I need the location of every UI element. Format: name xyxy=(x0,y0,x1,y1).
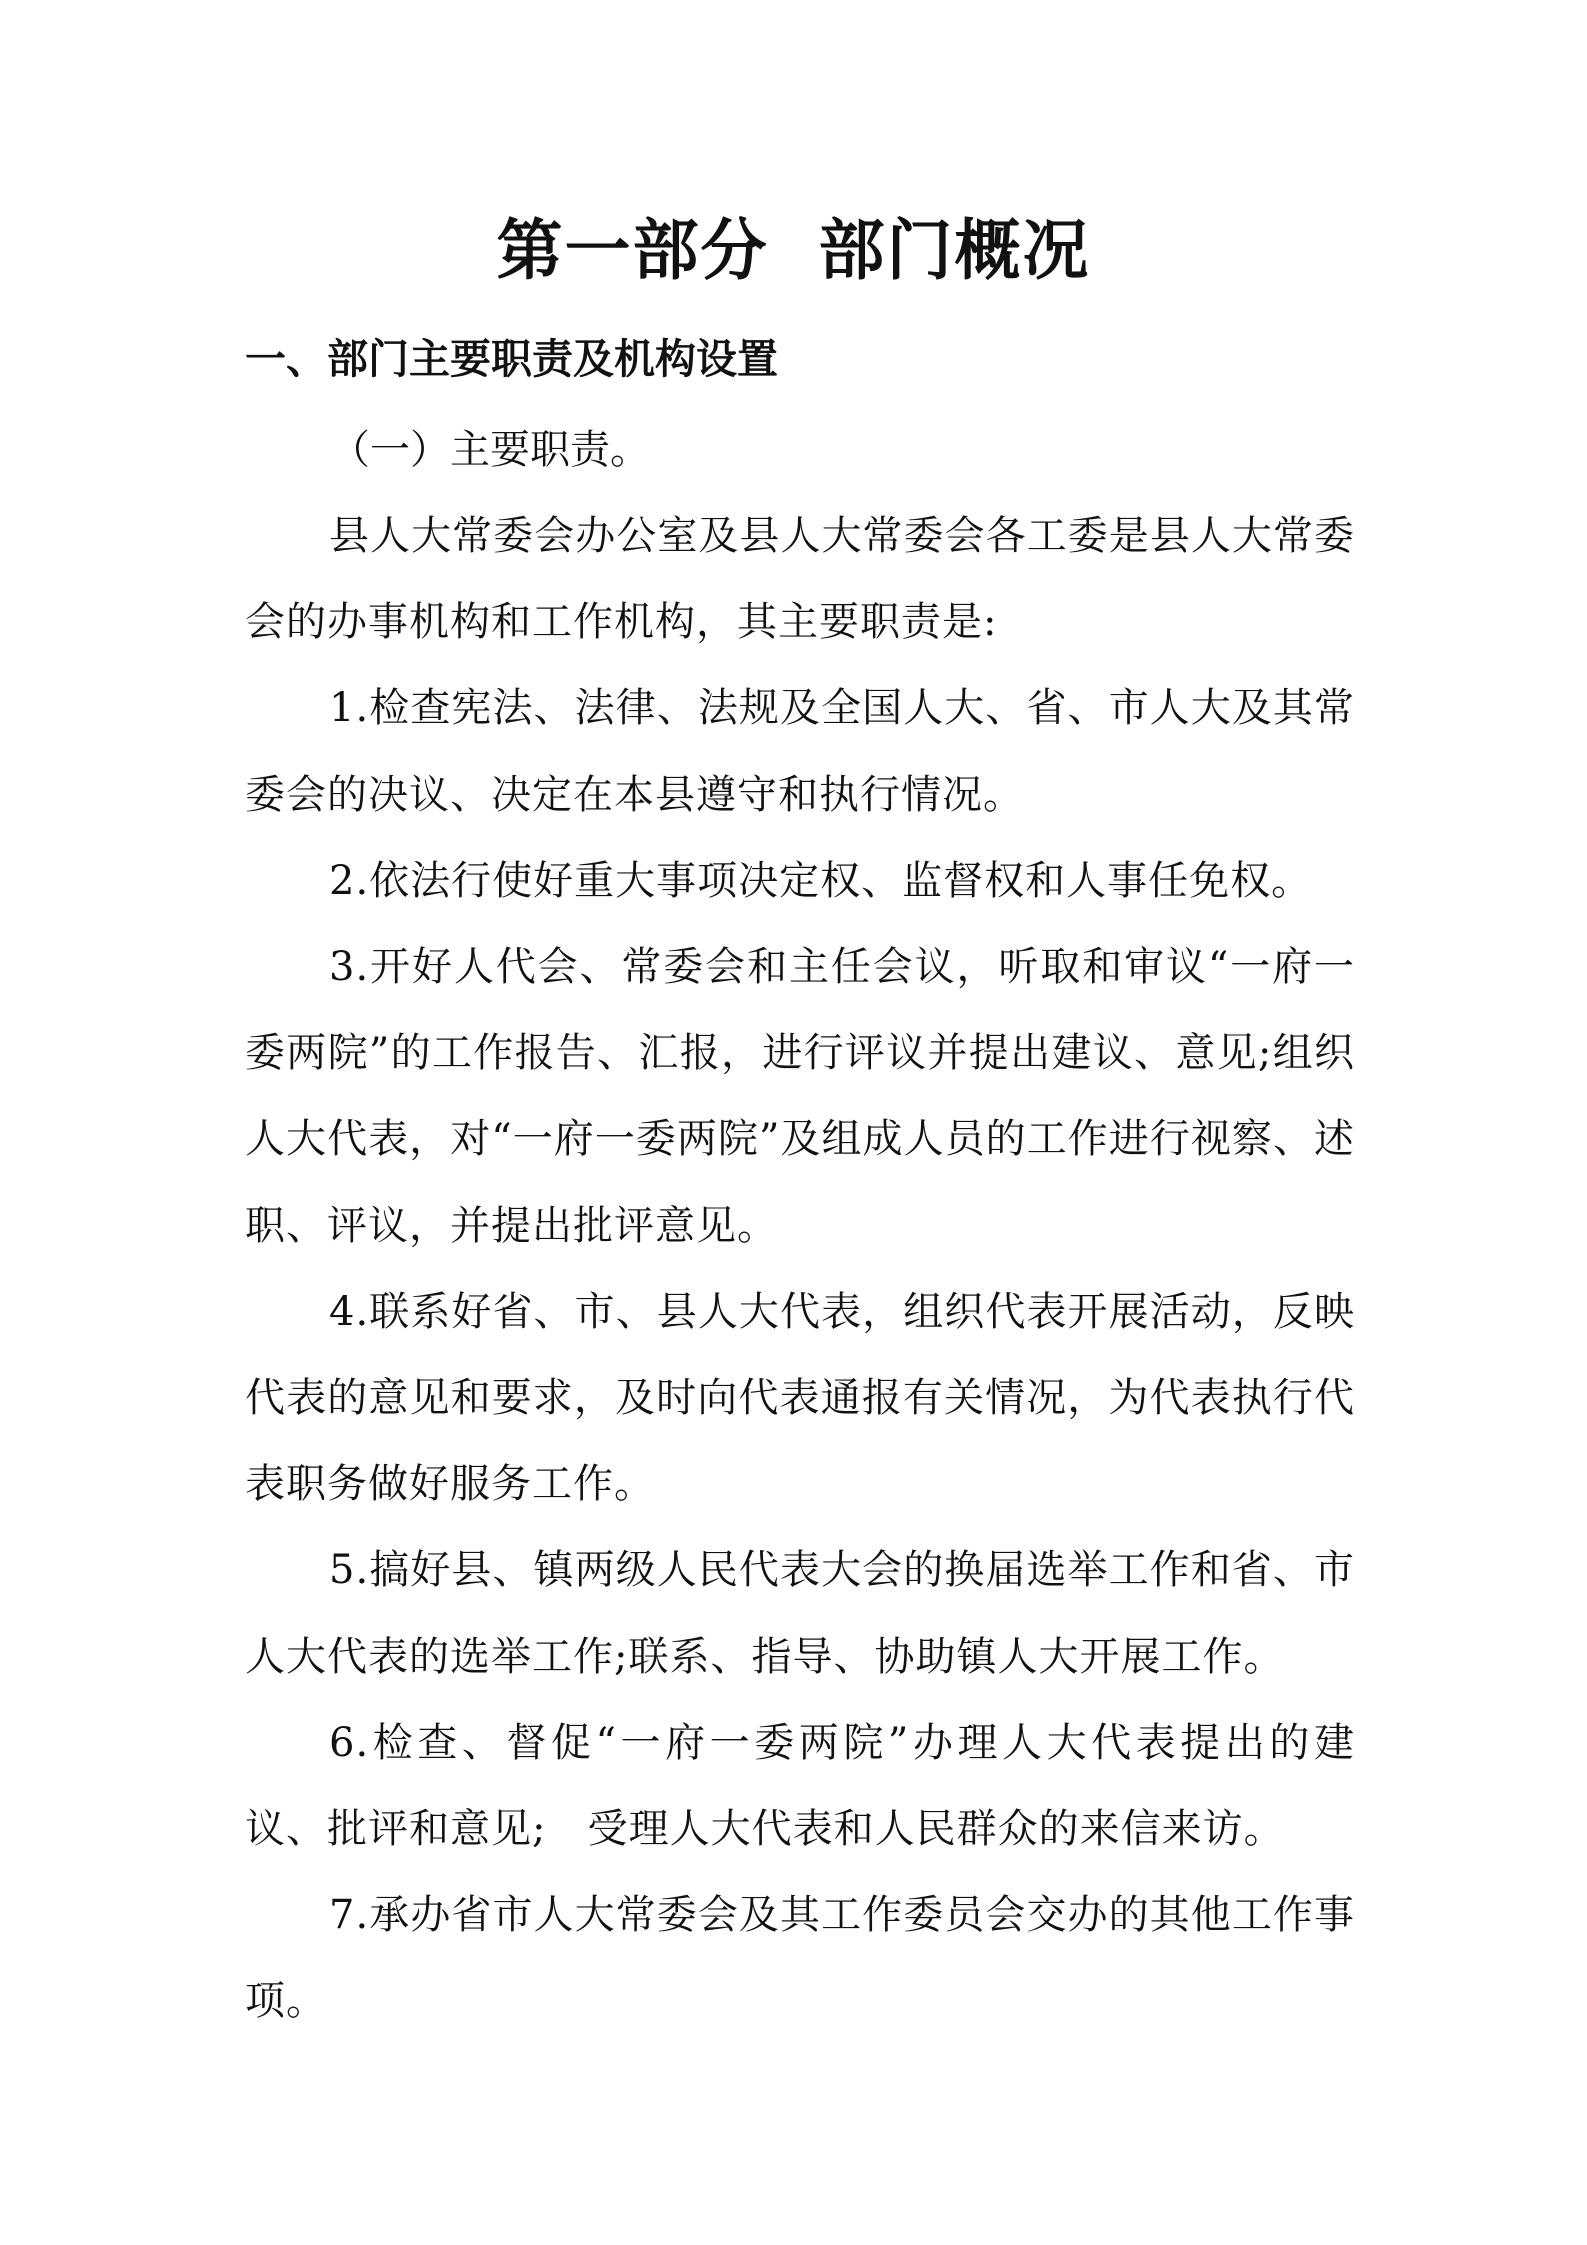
paragraph-item-7: 7.承办省市人大常委会及其工作委员会交办的其他工作事项。 xyxy=(245,1892,1355,2025)
paragraph-item-3: 3.开好人代会、常委会和主任会议，听取和审议“一府一委两院”的工作报告、汇报，进行评议并提出建议、意见;组织人大代表，对“一府一委两院”及组成人员的工作进行视察、述职、评议，并提出批评意见。 xyxy=(245,944,1355,1249)
paragraph-item-1: 1.检查宪法、法律、法规及全国人大、省、市人大及其常委会的决议、决定在本县遵守和执行情况。 xyxy=(245,685,1355,818)
body-text xyxy=(245,493,1355,2045)
paragraph-intro: 县人大常委会办公室及县人大常委会各工委是县人大常委会的办事机构和工作机构，其主要职责是: xyxy=(245,513,1355,646)
page-title: 第一部分 部门概况 xyxy=(496,211,1091,289)
section-heading: 一、部门主要职责及机构设置 xyxy=(245,335,778,383)
subsection-heading: （一）主要职责。 xyxy=(330,427,650,473)
paragraph-item-2: 2.依法行使好重大事项决定权、监督权和人事任免权。 xyxy=(329,857,1313,904)
paragraph-item-5: 5.搞好县、镇两级人民代表大会的换届选举工作和省、市人大代表的选举工作;联系、指导、协助镇人大开展工作。 xyxy=(245,1547,1355,1680)
paragraph-item-6: 6.检查、督促“一府一委两院”办理人大代表提出的建议、批评和意见; 受理人大代表和人民群众的来信来访。 xyxy=(245,1719,1355,1853)
paragraph-item-4: 4.联系好省、市、县人大代表，组织代表开展活动，反映代表的意见和要求，及时向代表通报有关情况，为代表执行代表职务做好服务工作。 xyxy=(245,1288,1355,1508)
